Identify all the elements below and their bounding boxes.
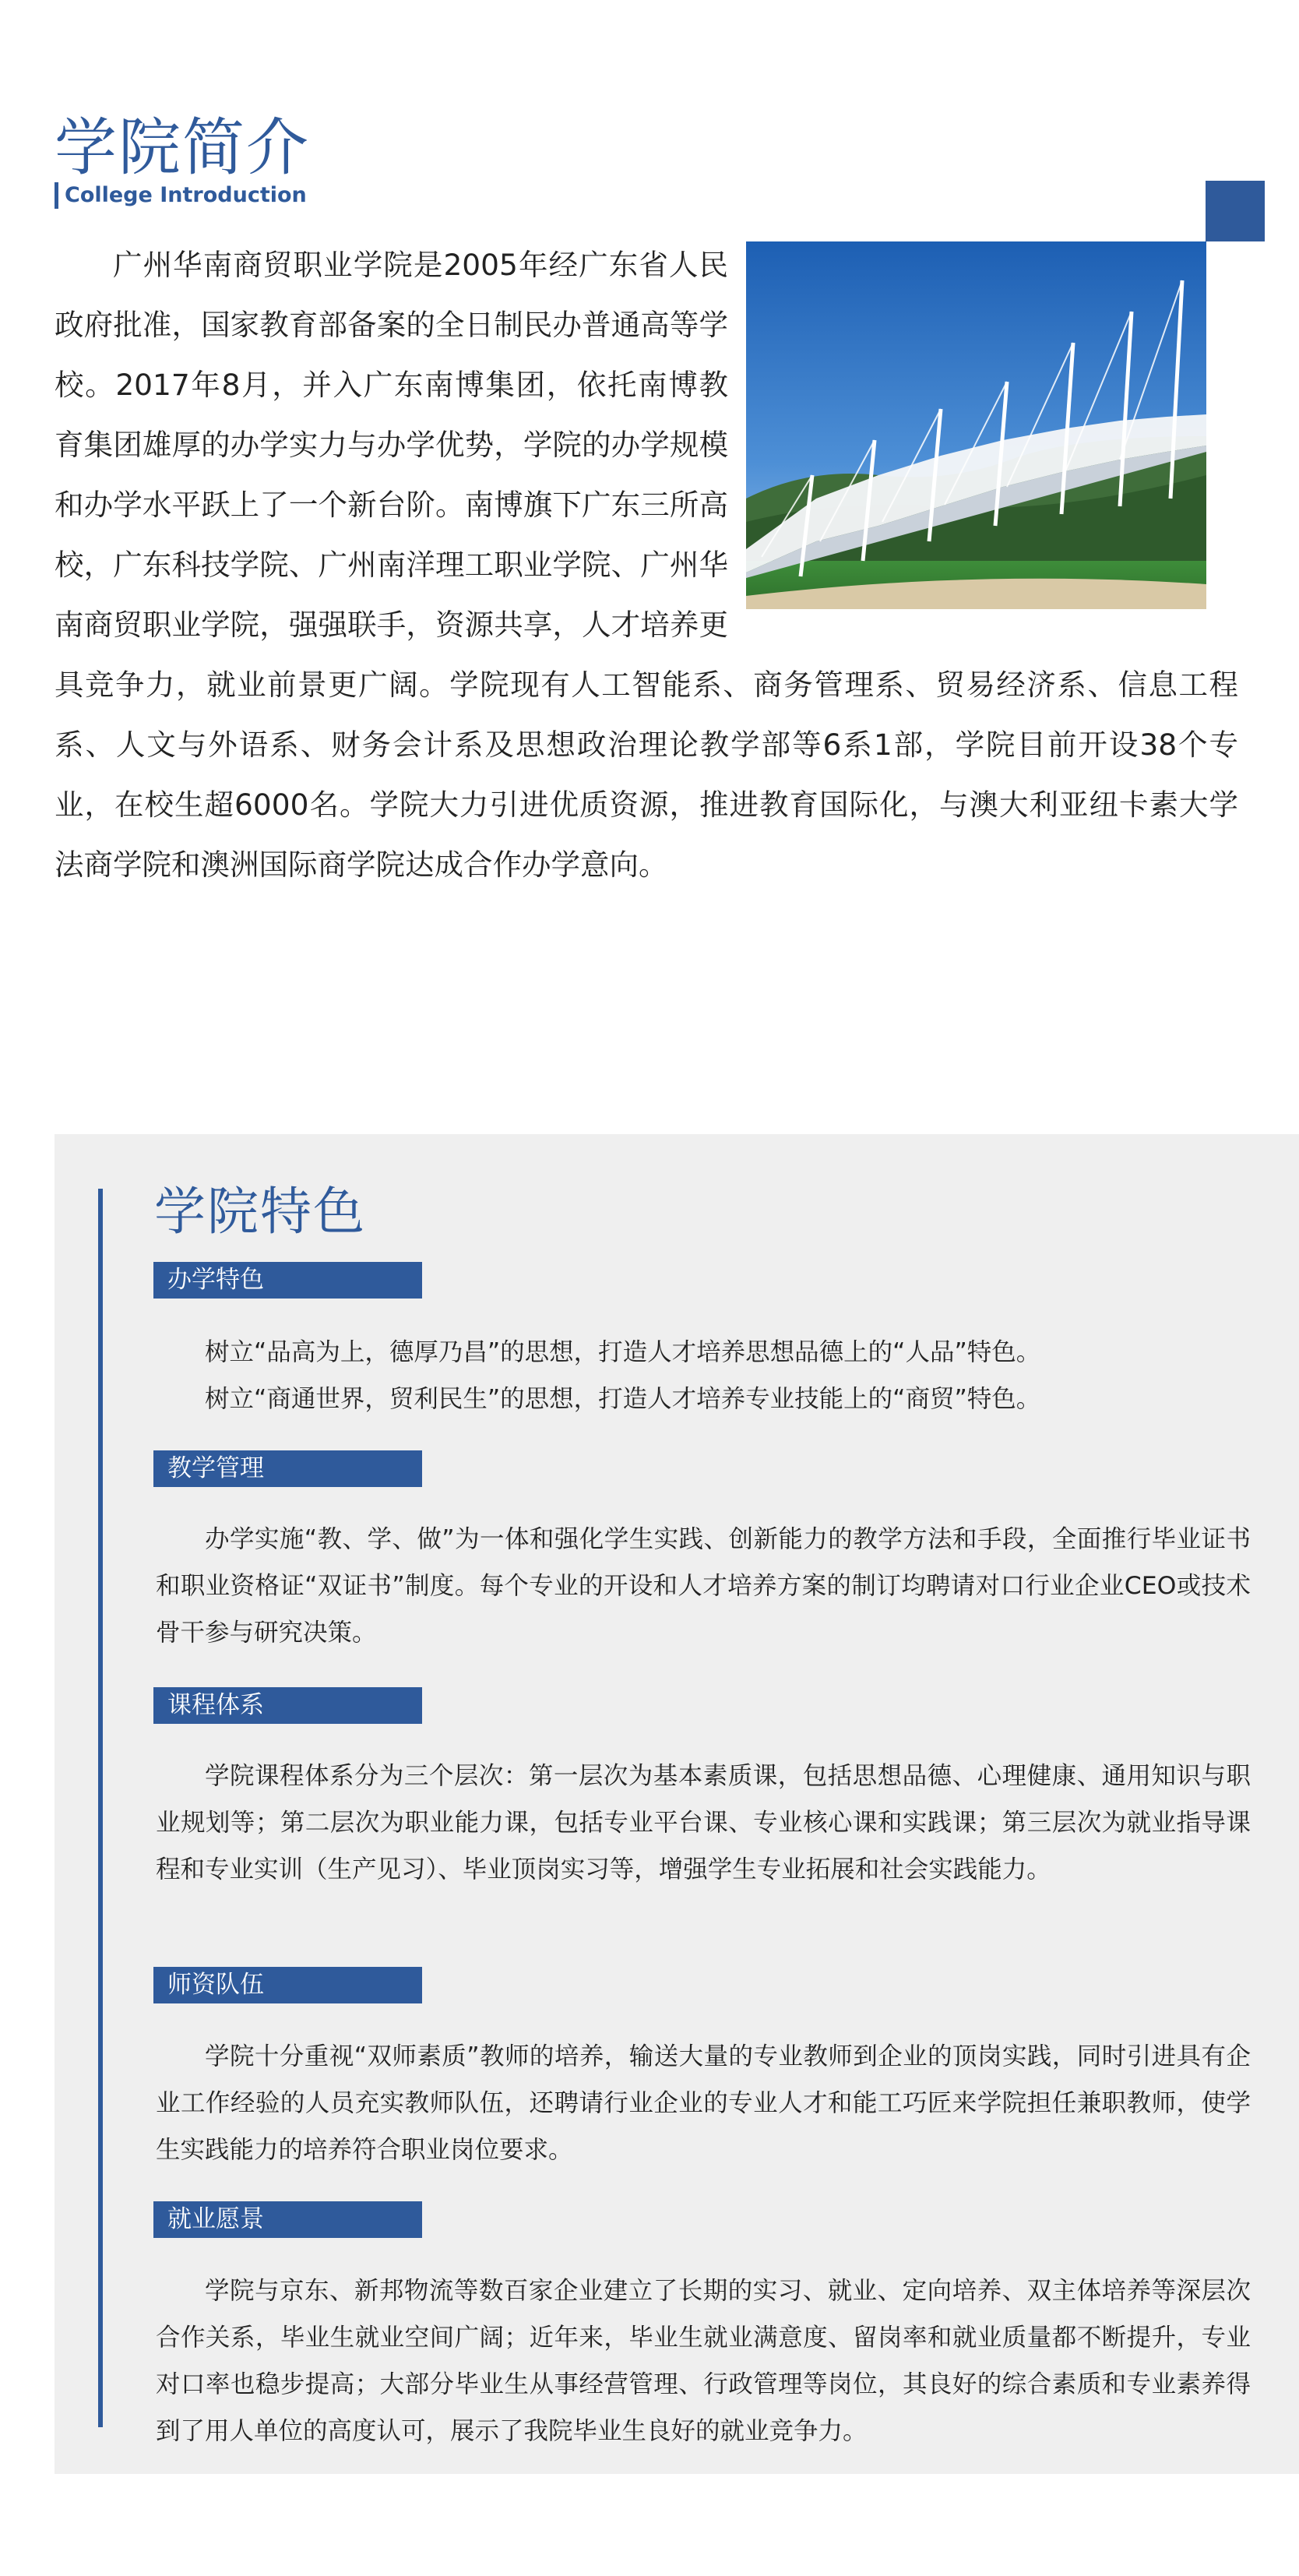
section-employment xyxy=(156,2268,1251,2454)
tag-curriculum: 课程体系 xyxy=(153,1687,422,1724)
section-paragraph: 学院十分重视“双师素质”教师的培养，输送大量的专业教师到企业的顶岗实践，同时引进具有企业工作经验的人员充实教师队伍，还聘请行业企业的专业人才和能工巧匠来学院担任兼职教师，使学生实践能力的培养符合职业岗位要求。 xyxy=(156,2042,1251,2164)
features-panel xyxy=(55,1134,1299,2474)
section-faculty xyxy=(156,2033,1251,2173)
section-curriculum xyxy=(156,1753,1251,1893)
intro-text: 广州华南商贸职业学院是2005年经广东省人民政府批准，国家教育部备案的全日制民办普通高等学校。2017年8月，并入广东南博集团，依托南博教育集团雄厚的办学实力与办学优势，学院的办学规模和办学水平跃上了一个新台阶。南博旗下广东三所高校，广东科技学院、广州南洋理工职业学院、广州华南商贸职业学院，强强联手，资源共享，人才培养更具竞争力，就业前景更广阔。学院现有人工智能系、商务管理系、贸易经济系、信息工程系、人文与外语系、财务会计系及思想政治理论教学部等6系1部，学院目前开设38个专业，在校生超6000名。学院大力引进优质资源，推进教育国际化，与澳大利亚纽卡素大学法商学院和澳洲国际商学院达成合作办学意向。 xyxy=(55,248,1238,882)
section-teaching-management xyxy=(156,1516,1251,1656)
tag-faculty: 师资队伍 xyxy=(153,1967,422,2003)
section-paragraph: 学院课程体系分为三个层次：第一层次为基本素质课，包括思想品德、心理健康、通用知识与职业规划等；第二层次为职业能力课，包括专业平台课、专业核心课和实践课；第三层次为就业指导课程和专业实训（生产见习）、毕业顶岗实习等，增强学生专业拓展和社会实践能力。 xyxy=(156,1762,1251,1884)
section-paragraph: 办学实施“教、学、做”为一体和强化学生实践、创新能力的教学方法和手段，全面推行毕业证书和职业资格证“双证书”制度。每个专业的开设和人才培养方案的制订均聘请对口行业企业CEO或技术骨干参与研究决策。 xyxy=(156,1525,1251,1647)
intro-subtitle: College Introduction xyxy=(55,182,307,209)
section-paragraph: 树立“品高为上，德厚乃昌”的思想，打造人才培养思想品德上的“人品”特色。 xyxy=(205,1338,1041,1366)
decorative-square xyxy=(1206,181,1265,241)
intro-title: 学院简介 xyxy=(55,111,310,184)
section-paragraph: 树立“商通世界，贸利民生”的思想，打造人才培养专业技能上的“商贸”特色。 xyxy=(205,1385,1041,1413)
section-paragraph: 学院与京东、新邦物流等数百家企业建立了长期的实习、就业、定向培养、双主体培养等深层次合作关系，毕业生就业空间广阔；近年来，毕业生就业满意度、留岗率和就业质量都不断提升，专业对口率也稳步提高；大部分毕业生从事经营管理、行政管理等岗位，其良好的综合素质和专业素养得到了用人单位的高度认可，展示了我院毕业生良好的就业竞争力。 xyxy=(156,2277,1251,2445)
section-school-features xyxy=(156,1329,1251,1422)
photo-spacer xyxy=(728,235,1238,617)
tag-school-features: 办学特色 xyxy=(153,1262,422,1299)
features-accent-bar xyxy=(98,1189,103,2427)
intro-paragraph xyxy=(55,235,1238,895)
tag-employment: 就业愿景 xyxy=(153,2201,422,2238)
features-title: 学院特色 xyxy=(154,1182,366,1242)
tag-teaching-management: 教学管理 xyxy=(153,1450,422,1487)
